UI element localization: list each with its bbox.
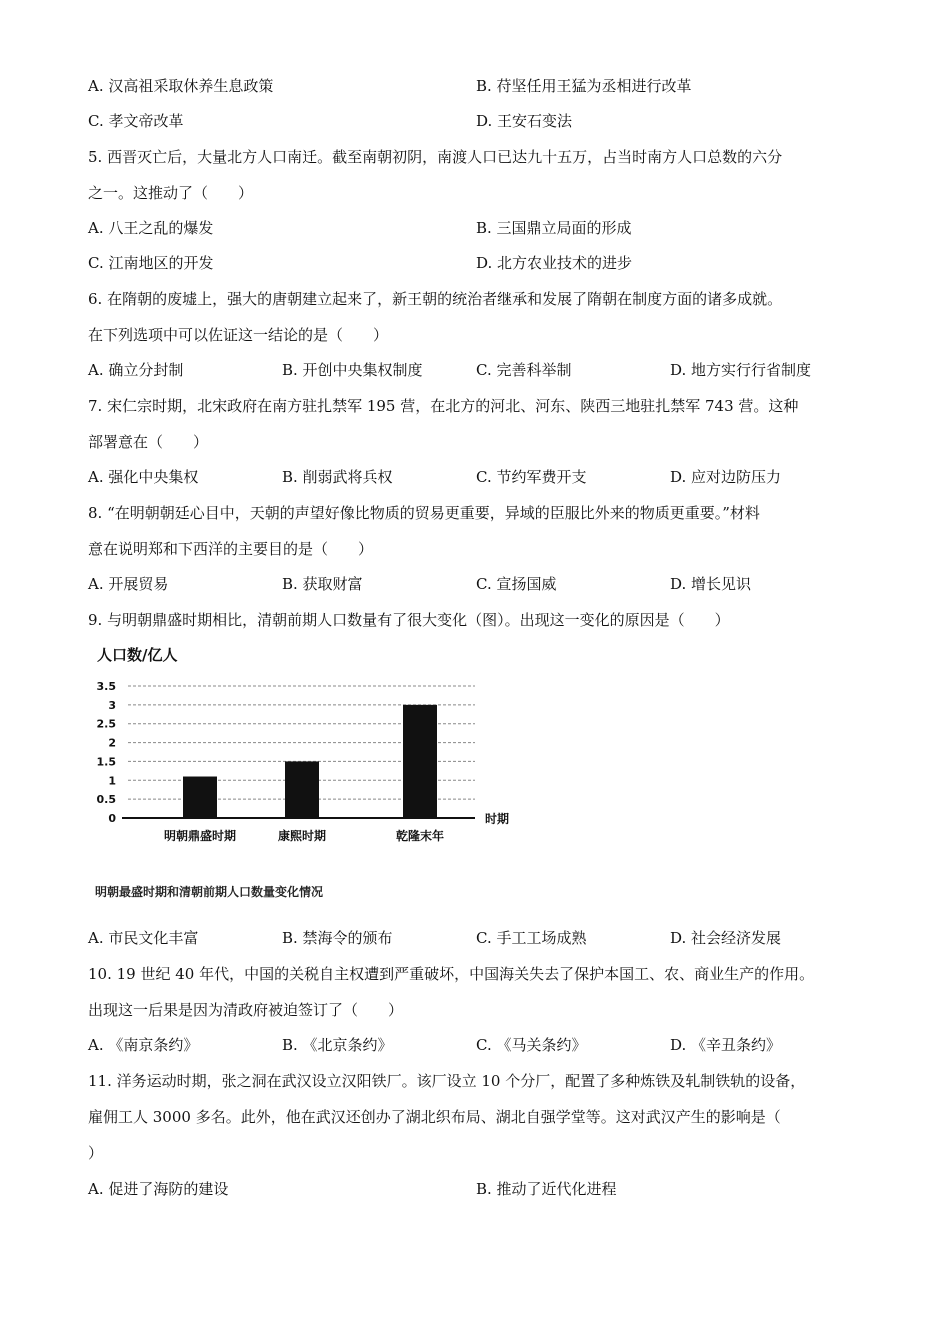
q6-option-c: C. 完善科举制 <box>476 361 572 379</box>
q6-stem-line1: 6. 在隋朝的废墟上，强大的唐朝建立起来了，新王朝的统治者继承和发展了隋朝在制度方面的诸多成就。 <box>88 290 783 308</box>
population-bar-chart <box>90 668 530 868</box>
y-tick-label: 2.5 <box>96 717 116 731</box>
q8-option-a: A. 开展贸易 <box>88 575 169 593</box>
q10-stem-line1: 10. 19 世纪 40 年代，中国的关税自主权遭到严重破坏，中国海关失去了保护本国工、农、商业生产的作用。 <box>88 965 815 983</box>
q4-option-b: B. 苻坚任用王猛为丞相进行改革 <box>476 77 692 95</box>
bar <box>285 761 319 818</box>
q8-option-c: C. 宣扬国威 <box>476 575 557 593</box>
x-tick-label: 明朝鼎盛时期 <box>163 829 237 843</box>
y-tick-label: 2 <box>108 736 116 750</box>
x-tick-label: 康熙时期 <box>277 829 327 843</box>
q8-stem-line1: 8. “在明朝朝廷心目中，天朝的声望好像比物质的贸易更重要，异域的臣服比外来的物质更重要。”材料 <box>88 504 760 522</box>
q7-option-c: C. 节约军费开支 <box>476 468 587 486</box>
q7-option-d: D. 应对边防压力 <box>670 468 782 486</box>
q7-stem-line2: 部署意在（ ） <box>88 433 209 451</box>
q5-option-c: C. 江南地区的开发 <box>88 254 214 272</box>
bar <box>403 705 437 818</box>
q10-option-b: B. 《北京条约》 <box>282 1036 393 1054</box>
q11-stem-line1: 11. 洋务运动时期，张之洞在武汉设立汉阳铁厂。该厂设立 10 个分厂，配置了多种炼铁及轧制铁轨的设备， <box>88 1072 806 1090</box>
q7-option-a: A. 强化中央集权 <box>88 468 199 486</box>
q9-option-b: B. 禁海令的颁布 <box>282 929 393 947</box>
q5-option-a: A. 八王之乱的爆发 <box>88 219 214 237</box>
q7-stem-line1: 7. 宋仁宗时期，北宋政府在南方驻扎禁军 195 营，在北方的河北、河东、陕西三地驻扎禁军 743 营。这种 <box>88 397 799 415</box>
q8-option-d: D. 增长见识 <box>670 575 752 593</box>
q6-option-a: A. 确立分封制 <box>88 361 184 379</box>
x-axis-label: 时期 <box>485 812 510 826</box>
q9-option-a: A. 市民文化丰富 <box>88 929 199 947</box>
y-tick-label: 0 <box>108 812 116 825</box>
q7-option-b: B. 削弱武将兵权 <box>282 468 393 486</box>
q5-option-b: B. 三国鼎立局面的形成 <box>476 219 632 237</box>
q10-stem-line2: 出现这一后果是因为清政府被迫签订了（ ） <box>88 1001 404 1019</box>
q4-option-d: D. 王安石变法 <box>476 112 573 130</box>
q5-stem-line2: 之一。这推动了（ ） <box>88 184 254 202</box>
chart-title: 人口数/亿人 <box>97 646 178 664</box>
q4-option-c: C. 孝文帝改革 <box>88 112 184 130</box>
q4-option-a: A. 汉高祖采取休养生息政策 <box>88 77 274 95</box>
q10-option-c: C. 《马关条约》 <box>476 1036 587 1054</box>
q6-option-d: D. 地方实行行省制度 <box>670 361 812 379</box>
chart-caption: 明朝最盛时期和清朝前期人口数量变化情况 <box>95 885 324 899</box>
q8-stem-line2: 意在说明郑和下西洋的主要目的是（ ） <box>88 540 374 558</box>
q6-option-b: B. 开创中央集权制度 <box>282 361 423 379</box>
q9-option-c: C. 手工工场成熟 <box>476 929 587 947</box>
q5-stem-line1: 5. 西晋灭亡后，大量北方人口南迁。截至南朝初阴，南渡人口已达九十五万，占当时南方人口总数的六分 <box>88 148 783 166</box>
q6-stem-line2: 在下列选项中可以佐证这一结论的是（ ） <box>88 326 389 344</box>
q11-stem-line3: ） <box>88 1144 104 1162</box>
y-tick-label: 0.5 <box>96 793 116 807</box>
q10-option-d: D. 《辛丑条约》 <box>670 1036 782 1054</box>
q10-option-a: A. 《南京条约》 <box>88 1036 199 1054</box>
bar <box>183 777 217 818</box>
y-tick-label: 3 <box>108 698 116 712</box>
q9-option-d: D. 社会经济发展 <box>670 929 782 947</box>
q11-option-a: A. 促进了海防的建设 <box>88 1180 229 1198</box>
q5-option-d: D. 北方农业技术的进步 <box>476 254 633 272</box>
y-tick-label: 3.5 <box>96 680 116 693</box>
q11-option-b: B. 推动了近代化进程 <box>476 1180 617 1198</box>
q8-option-b: B. 获取财富 <box>282 575 363 593</box>
q11-stem-line2: 雇佣工人 3000 多名。此外，他在武汉还创办了湖北织布局、湖北自强学堂等。这对武汉产生的影响是（ <box>88 1108 781 1126</box>
q9-stem-line1: 9. 与明朝鼎盛时期相比，清朝前期人口数量有了很大变化（图）。出现这一变化的原因是（ ） <box>88 611 730 629</box>
x-tick-label: 乾隆末年 <box>395 829 445 843</box>
y-tick-label: 1 <box>108 774 116 788</box>
y-tick-label: 1.5 <box>96 755 116 769</box>
